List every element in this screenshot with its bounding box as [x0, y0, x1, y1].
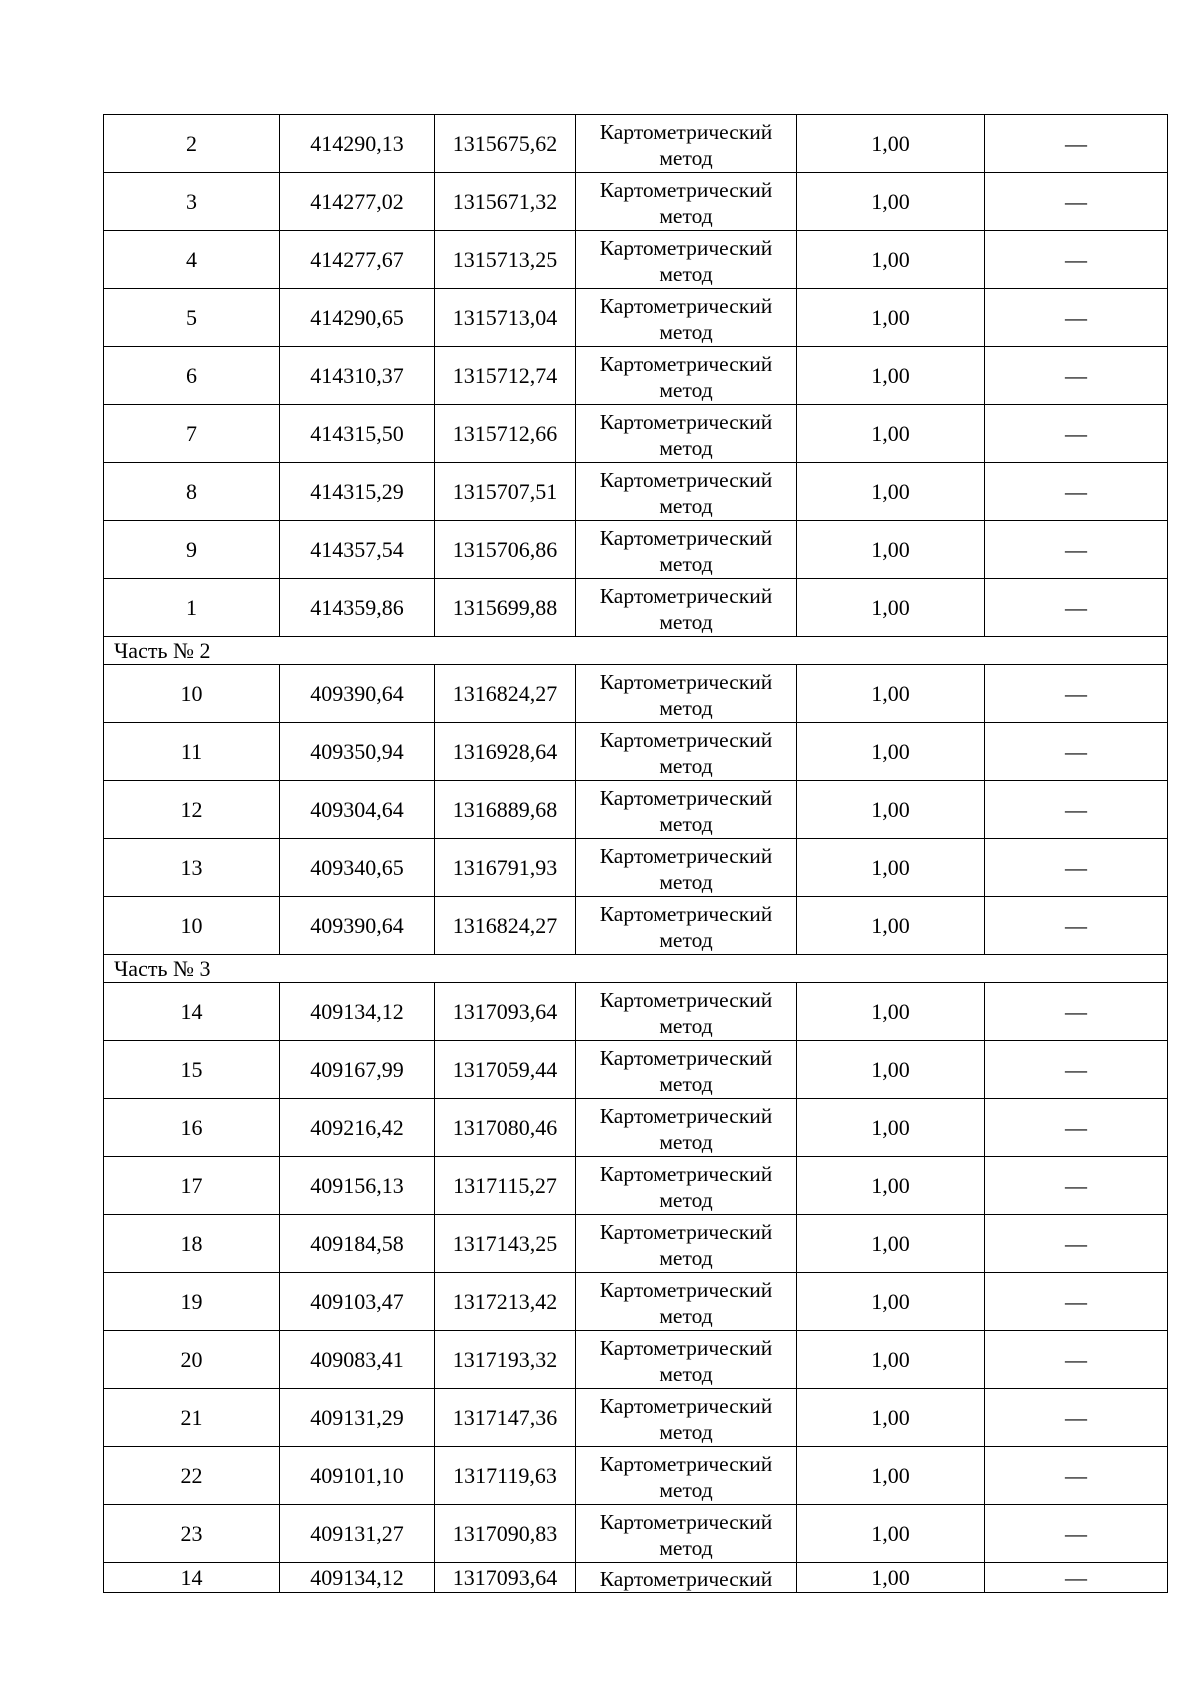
table-row — [104, 1041, 1168, 1099]
coordinate-x-cell: 414315,29 — [280, 463, 435, 521]
coordinate-y-cell: 1315671,32 — [435, 173, 576, 231]
coordinate-x-cell: 409350,94 — [280, 723, 435, 781]
accuracy-cell: 1,00 — [797, 231, 985, 289]
point-number-cell: 8 — [104, 463, 280, 521]
method-cell: Картометрический метод — [576, 1389, 797, 1447]
accuracy-cell: 1,00 — [797, 1505, 985, 1563]
coordinate-x-cell: 409131,27 — [280, 1505, 435, 1563]
description-cell: — — [985, 463, 1168, 521]
method-cell: Картометрический — [576, 1563, 797, 1593]
table-row — [104, 1447, 1168, 1505]
accuracy-cell: 1,00 — [797, 781, 985, 839]
accuracy-cell: 1,00 — [797, 521, 985, 579]
coordinate-x-cell: 409167,99 — [280, 1041, 435, 1099]
coordinate-y-cell: 1317093,64 — [435, 1563, 576, 1593]
accuracy-cell: 1,00 — [797, 1215, 985, 1273]
coordinate-x-cell: 414357,54 — [280, 521, 435, 579]
description-cell: — — [985, 579, 1168, 637]
method-cell: Картометрический метод — [576, 839, 797, 897]
table-row — [104, 1331, 1168, 1389]
method-cell: Картометрический метод — [576, 463, 797, 521]
table-row — [104, 579, 1168, 637]
point-number-cell: 5 — [104, 289, 280, 347]
point-number-cell: 11 — [104, 723, 280, 781]
accuracy-cell: 1,00 — [797, 665, 985, 723]
section-label: Часть № 3 — [104, 955, 1168, 983]
coordinate-x-cell: 409083,41 — [280, 1331, 435, 1389]
coordinate-x-cell: 409103,47 — [280, 1273, 435, 1331]
coordinate-y-cell: 1317093,64 — [435, 983, 576, 1041]
point-number-cell: 13 — [104, 839, 280, 897]
coordinate-x-cell: 414310,37 — [280, 347, 435, 405]
description-cell: — — [985, 1563, 1168, 1593]
description-cell: — — [985, 289, 1168, 347]
method-cell: Картометрический метод — [576, 897, 797, 955]
coordinate-y-cell: 1317059,44 — [435, 1041, 576, 1099]
coordinate-y-cell: 1317090,83 — [435, 1505, 576, 1563]
description-cell: — — [985, 1041, 1168, 1099]
coordinate-x-cell: 409304,64 — [280, 781, 435, 839]
accuracy-cell: 1,00 — [797, 115, 985, 173]
coordinate-x-cell: 409340,65 — [280, 839, 435, 897]
coordinate-x-cell: 409134,12 — [280, 1563, 435, 1593]
accuracy-cell: 1,00 — [797, 1273, 985, 1331]
table-row — [104, 1505, 1168, 1563]
method-cell: Картометрический метод — [576, 1505, 797, 1563]
table-row — [104, 405, 1168, 463]
point-number-cell: 22 — [104, 1447, 280, 1505]
point-number-cell: 15 — [104, 1041, 280, 1099]
description-cell: — — [985, 347, 1168, 405]
coordinate-y-cell: 1317080,46 — [435, 1099, 576, 1157]
coordinate-x-cell: 414315,50 — [280, 405, 435, 463]
accuracy-cell: 1,00 — [797, 1041, 985, 1099]
table-row — [104, 1273, 1168, 1331]
table-row — [104, 1157, 1168, 1215]
coordinate-y-cell: 1317147,36 — [435, 1389, 576, 1447]
coordinate-y-cell: 1315706,86 — [435, 521, 576, 579]
method-cell: Картометрический метод — [576, 781, 797, 839]
point-number-cell: 6 — [104, 347, 280, 405]
table-row — [104, 1215, 1168, 1273]
accuracy-cell: 1,00 — [797, 405, 985, 463]
description-cell: — — [985, 723, 1168, 781]
coordinate-x-cell: 409131,29 — [280, 1389, 435, 1447]
coordinate-y-cell: 1315707,51 — [435, 463, 576, 521]
coordinate-x-cell: 414290,65 — [280, 289, 435, 347]
coordinate-y-cell: 1315699,88 — [435, 579, 576, 637]
accuracy-cell: 1,00 — [797, 1389, 985, 1447]
coordinate-y-cell: 1317193,32 — [435, 1331, 576, 1389]
method-cell: Картометрический метод — [576, 983, 797, 1041]
method-cell: Картометрический метод — [576, 1157, 797, 1215]
method-cell: Картометрический метод — [576, 1215, 797, 1273]
method-cell: Картометрический метод — [576, 1273, 797, 1331]
point-number-cell: 23 — [104, 1505, 280, 1563]
coordinates-table-body — [104, 115, 1168, 1593]
point-number-cell: 7 — [104, 405, 280, 463]
coordinate-y-cell: 1316824,27 — [435, 665, 576, 723]
coordinate-x-cell: 409390,64 — [280, 665, 435, 723]
coordinate-y-cell: 1317115,27 — [435, 1157, 576, 1215]
description-cell: — — [985, 1505, 1168, 1563]
accuracy-cell: 1,00 — [797, 1157, 985, 1215]
description-cell: — — [985, 665, 1168, 723]
point-number-cell: 1 — [104, 579, 280, 637]
point-number-cell: 14 — [104, 1563, 280, 1593]
table-row — [104, 665, 1168, 723]
method-cell: Картометрический метод — [576, 1447, 797, 1505]
coordinate-x-cell: 414277,67 — [280, 231, 435, 289]
table-row — [104, 289, 1168, 347]
point-number-cell: 9 — [104, 521, 280, 579]
description-cell: — — [985, 231, 1168, 289]
accuracy-cell: 1,00 — [797, 289, 985, 347]
point-number-cell: 14 — [104, 983, 280, 1041]
point-number-cell: 20 — [104, 1331, 280, 1389]
description-cell: — — [985, 1331, 1168, 1389]
point-number-cell: 12 — [104, 781, 280, 839]
description-cell: — — [985, 781, 1168, 839]
description-cell: — — [985, 521, 1168, 579]
coordinate-y-cell: 1316791,93 — [435, 839, 576, 897]
coordinate-x-cell: 409101,10 — [280, 1447, 435, 1505]
accuracy-cell: 1,00 — [797, 983, 985, 1041]
description-cell: — — [985, 897, 1168, 955]
method-cell: Картометрический метод — [576, 1099, 797, 1157]
description-cell: — — [985, 1157, 1168, 1215]
point-number-cell: 3 — [104, 173, 280, 231]
point-number-cell: 10 — [104, 665, 280, 723]
accuracy-cell: 1,00 — [797, 579, 985, 637]
coordinates-table — [103, 114, 1168, 1593]
description-cell: — — [985, 983, 1168, 1041]
section-header-row — [104, 955, 1168, 983]
description-cell: — — [985, 1273, 1168, 1331]
accuracy-cell: 1,00 — [797, 1099, 985, 1157]
coordinate-y-cell: 1315712,66 — [435, 405, 576, 463]
method-cell: Картометрический метод — [576, 1331, 797, 1389]
table-row — [104, 463, 1168, 521]
coordinate-y-cell: 1317213,42 — [435, 1273, 576, 1331]
coordinate-y-cell: 1315713,04 — [435, 289, 576, 347]
table-row — [104, 781, 1168, 839]
accuracy-cell: 1,00 — [797, 839, 985, 897]
coordinate-x-cell: 414277,02 — [280, 173, 435, 231]
point-number-cell: 19 — [104, 1273, 280, 1331]
table-row — [104, 115, 1168, 173]
table-row — [104, 983, 1168, 1041]
table-row — [104, 1389, 1168, 1447]
accuracy-cell: 1,00 — [797, 1563, 985, 1593]
table-row — [104, 231, 1168, 289]
description-cell: — — [985, 1215, 1168, 1273]
coordinate-y-cell: 1317119,63 — [435, 1447, 576, 1505]
table-row — [104, 723, 1168, 781]
method-cell: Картометрический метод — [576, 1041, 797, 1099]
table-row — [104, 897, 1168, 955]
coordinate-x-cell: 409216,42 — [280, 1099, 435, 1157]
table-row — [104, 173, 1168, 231]
point-number-cell: 21 — [104, 1389, 280, 1447]
coordinate-y-cell: 1316824,27 — [435, 897, 576, 955]
coordinate-x-cell: 409390,64 — [280, 897, 435, 955]
description-cell: — — [985, 173, 1168, 231]
method-cell: Картометрический метод — [576, 579, 797, 637]
point-number-cell: 16 — [104, 1099, 280, 1157]
coordinate-y-cell: 1315713,25 — [435, 231, 576, 289]
section-label: Часть № 2 — [104, 637, 1168, 665]
coordinate-x-cell: 414359,86 — [280, 579, 435, 637]
table-row — [104, 839, 1168, 897]
table-row — [104, 1563, 1168, 1593]
coordinate-y-cell: 1315712,74 — [435, 347, 576, 405]
coordinate-x-cell: 409184,58 — [280, 1215, 435, 1273]
method-cell: Картометрический метод — [576, 231, 797, 289]
point-number-cell: 4 — [104, 231, 280, 289]
coordinate-y-cell: 1315675,62 — [435, 115, 576, 173]
point-number-cell: 2 — [104, 115, 280, 173]
description-cell: — — [985, 405, 1168, 463]
coordinate-x-cell: 414290,13 — [280, 115, 435, 173]
section-header-row — [104, 637, 1168, 665]
coordinate-x-cell: 409156,13 — [280, 1157, 435, 1215]
description-cell: — — [985, 839, 1168, 897]
accuracy-cell: 1,00 — [797, 897, 985, 955]
coordinate-y-cell: 1317143,25 — [435, 1215, 576, 1273]
method-cell: Картометрический метод — [576, 665, 797, 723]
method-cell: Картометрический метод — [576, 405, 797, 463]
accuracy-cell: 1,00 — [797, 723, 985, 781]
description-cell: — — [985, 115, 1168, 173]
table-row — [104, 521, 1168, 579]
table-row — [104, 1099, 1168, 1157]
table-row — [104, 347, 1168, 405]
accuracy-cell: 1,00 — [797, 1331, 985, 1389]
description-cell: — — [985, 1447, 1168, 1505]
accuracy-cell: 1,00 — [797, 463, 985, 521]
accuracy-cell: 1,00 — [797, 173, 985, 231]
method-cell: Картометрический метод — [576, 289, 797, 347]
coordinate-y-cell: 1316928,64 — [435, 723, 576, 781]
point-number-cell: 18 — [104, 1215, 280, 1273]
method-cell: Картометрический метод — [576, 173, 797, 231]
point-number-cell: 10 — [104, 897, 280, 955]
method-cell: Картометрический метод — [576, 347, 797, 405]
method-cell: Картометрический метод — [576, 115, 797, 173]
coordinate-x-cell: 409134,12 — [280, 983, 435, 1041]
method-cell: Картометрический метод — [576, 521, 797, 579]
description-cell: — — [985, 1389, 1168, 1447]
accuracy-cell: 1,00 — [797, 1447, 985, 1505]
method-cell: Картометрический метод — [576, 723, 797, 781]
description-cell: — — [985, 1099, 1168, 1157]
accuracy-cell: 1,00 — [797, 347, 985, 405]
point-number-cell: 17 — [104, 1157, 280, 1215]
coordinate-y-cell: 1316889,68 — [435, 781, 576, 839]
